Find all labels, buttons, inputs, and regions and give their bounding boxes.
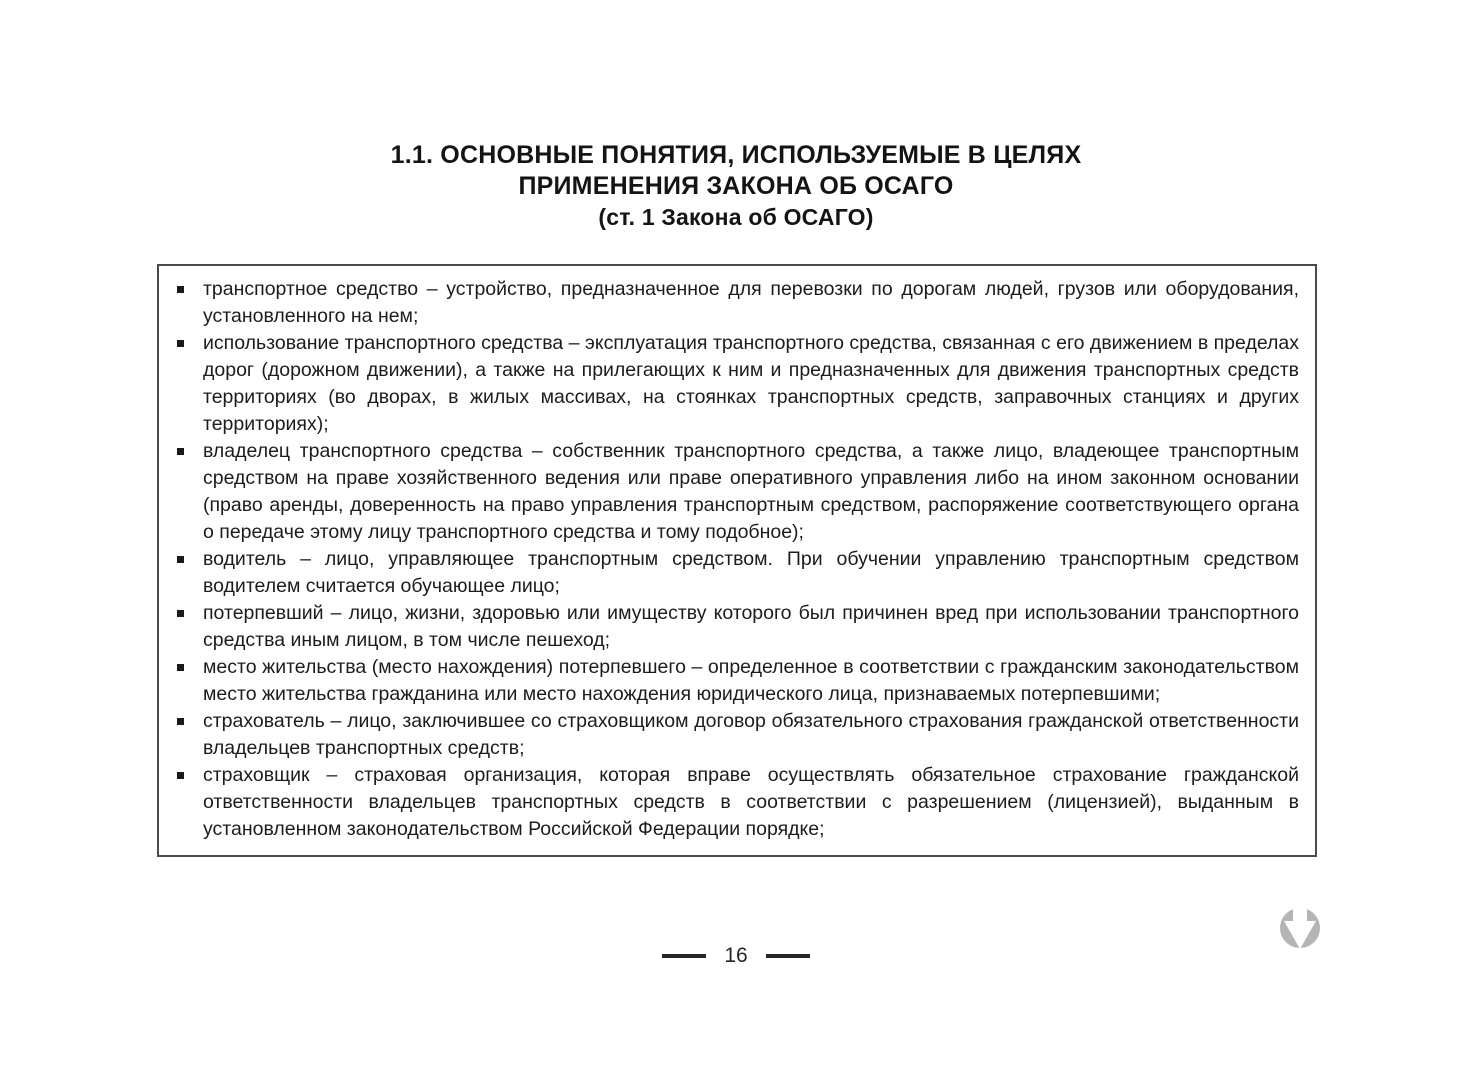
page-title-line-2: ПРИМЕНЕНИЯ ЗАКОНА ОБ ОСАГО xyxy=(518,172,954,200)
bullet-square-icon xyxy=(177,340,184,347)
definition-text: водитель – лицо, управляющее транспортным средством. При обучении управлению транспортным средством водителем считается обучающее лицо; xyxy=(203,548,1299,597)
page-title-line-1: 1.1. ОСНОВНЫЕ ПОНЯТИЯ, ИСПОЛЬЗУЕМЫЕ В ЦЕЛЯХ xyxy=(390,141,1082,169)
definition-text: потерпевший – лицо, жизни, здоровью или имуществу которого был причинен вред при использовании транспортного средства иным лицом, в том числе пешеход; xyxy=(203,602,1299,651)
page-title-line-3: (ст. 1 Закона об ОСАГО) xyxy=(598,204,874,230)
list-item xyxy=(177,654,1299,708)
bullet-square-icon xyxy=(177,772,184,779)
list-item xyxy=(177,276,1299,330)
definition-text: страхователь – лицо, заключившее со страховщиком договор обязательного страхования гражданской ответственности владельцев транспортных средств; xyxy=(203,710,1299,759)
list-item xyxy=(177,546,1299,600)
bullet-square-icon xyxy=(177,286,184,293)
list-item xyxy=(177,330,1299,438)
page-title xyxy=(0,140,1472,233)
definition-text: транспортное средство – устройство, предназначенное для перевозки по дорогам людей, грузов или оборудования, установленного на нем; xyxy=(203,278,1299,327)
bullet-square-icon xyxy=(177,448,184,455)
page-number: 16 xyxy=(724,944,748,967)
bullet-square-icon xyxy=(177,610,184,617)
scroll-down-icon[interactable] xyxy=(1277,904,1323,950)
definition-text: страховщик – страховая организация, которая вправе осуществлять обязательное страхование гражданской ответственности владельцев транспортных средств в соответствии с разрешением (лицензией), выданным в установленном законодательством Российской Федерации порядке; xyxy=(203,764,1299,840)
bullet-square-icon xyxy=(177,664,184,671)
list-item xyxy=(177,600,1299,654)
list-item xyxy=(177,762,1299,843)
definition-text: место жительства (место нахождения) потерпевшего – определенное в соответствии с гражданским законодательством место жительства гражданина или место нахождения юридического лица, признаваемых потерпевшими; xyxy=(203,656,1299,705)
list-item xyxy=(177,438,1299,546)
bullet-square-icon xyxy=(177,718,184,725)
bullet-square-icon xyxy=(177,556,184,563)
definitions-box xyxy=(157,264,1317,857)
footer-dash-right xyxy=(766,954,810,958)
footer-dash-left xyxy=(662,954,706,958)
page-number-footer xyxy=(0,944,1472,968)
list-item xyxy=(177,708,1299,762)
definition-text: владелец транспортного средства – собственник транспортного средства, а также лицо, владеющее транспортным средством на праве хозяйственного ведения или праве оперативного управления либо на ином законном основании (право аренды, доверенность на право управления транспортным средством, распоряжение соответствующего органа о передаче этому лицу транспортного средства и тому подобное); xyxy=(203,440,1299,543)
definition-text: использование транспортного средства – эксплуатация транспортного средства, связанная с его движением в пределах дорог (дорожном движении), а также на прилегающих к ним и предназначенных для движения транспортных средств территориях (во дворах, в жилых массивах, на стоянках транспортных средств, заправочных станциях и других территориях); xyxy=(203,332,1299,435)
